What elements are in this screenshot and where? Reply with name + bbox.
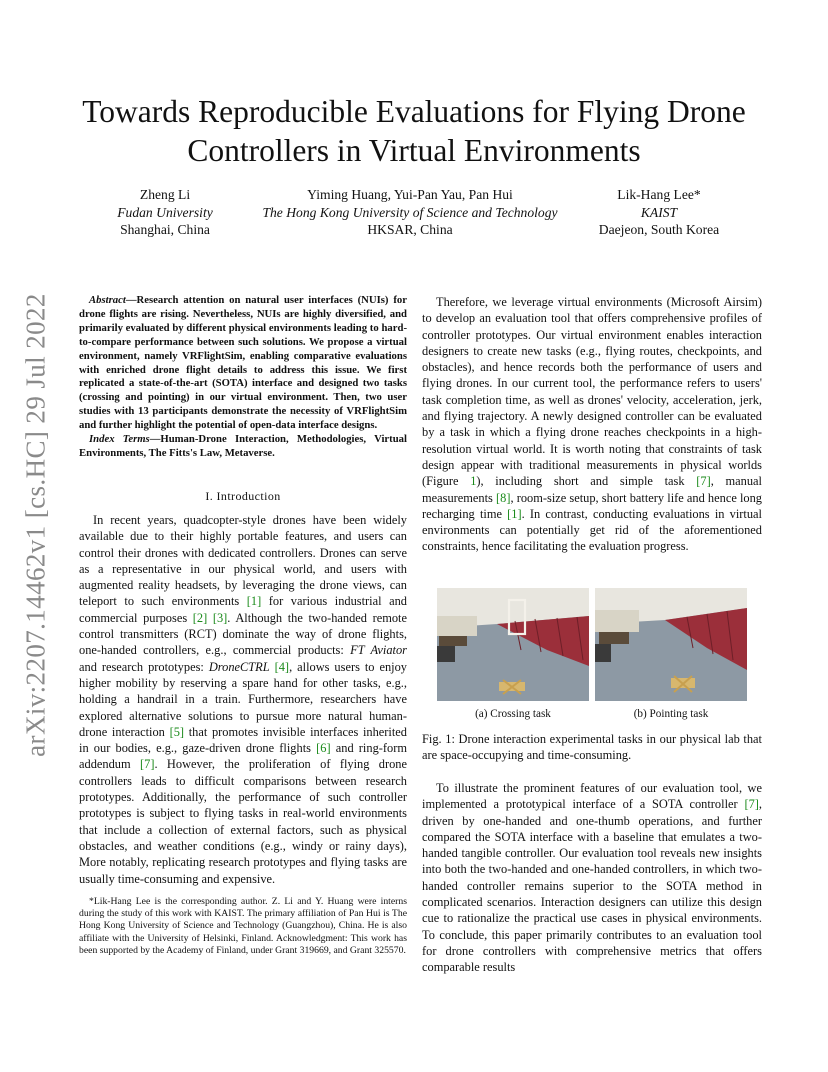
author-block-3 [572, 186, 746, 239]
text-run: Therefore, we leverage virtual environments (Microsoft Airsim) to develop an evaluation tool that offers comprehensive profiles of controller prototypes. Our virtual environment enables interaction designers to create new tasks (e.g., flying routes, checkpoints, and obstacles), and hence records both the performance of users and flying drones. In our current tool, the performance refers to users' task completion time, as well as drones' velocity, acceleration, jerk, and flying trajectory. A newly designed controller can be evaluated by a task in which a flying drone reaches checkpoints in a high-resolution virtual world. It is worth noting that constraints of task design appear with traditional measurements in physical worlds (Figure [422, 295, 762, 489]
text-run: , room-size setup, short battery life and hence long recharging time [422, 490, 762, 521]
pointing-task-photo [595, 588, 747, 701]
intro-paragraph-3 [422, 780, 762, 976]
abstract-text: —Research attention on natural user interfaces (NUIs) for drone flights are rising. Nevertheless, NUIs are highly diversified, and primarily evaluated by different physical environments leading to hard-to-compare performance between such solutions. We propose a virtual environment, namely VRFlightSim, enabling comparative evaluations with enriched drone flight details to address this issue. We first replicated a state-of-the-art (SOTA) interface and designed two tasks (crossing and pointing) in our virtual environment. Then, two user studies with 13 participants demonstrate the necessity of VRFlightSim and further highlight the potential of open-data interface designs. [79, 294, 407, 432]
citation-link[interactable]: [7] [744, 797, 759, 812]
citation-link[interactable]: 1 [470, 474, 477, 489]
citation-link[interactable]: [2] [192, 610, 208, 625]
rich-paragraph [79, 512, 407, 887]
figure-1b-image [595, 588, 747, 701]
index-terms-text: —Human-Drone Interaction, Methodologies, Virtual Environments, The Fitts's Law, Metaverse. [79, 433, 407, 459]
citation-link[interactable]: [6] [316, 741, 331, 756]
text-run: , manual measurements [422, 474, 762, 505]
text-run: , driven by one-handed and one-thumb operations, and further compared the SOTA interface with a baseline that emulates a two-handed tangible controller. Our evaluation tool reveals new insights into both the two-handed and one-handed controllers, in which two-handed controller remains superior to the SOTA method in complicated scenarios. Interaction designers can utilize this design cue to rationalize the practical use cases in physical environments. To conclude, this paper primarily contributes to an evaluation tool for drone controllers with comprehensive metrics that offers comparable results [422, 797, 762, 975]
subcaption-b: (b) Pointing task [633, 708, 709, 720]
author-name: Yiming Huang, Yui-Pan Yau, Pan Hui [307, 187, 513, 202]
citation-link[interactable]: [7] [140, 757, 155, 772]
citation-link[interactable]: [3] [212, 610, 228, 625]
abstract [79, 294, 407, 461]
author-block-2 [240, 186, 580, 239]
arxiv-stamp-text: arXiv:2207.14462v1 [cs.HC] 29 Jul 2022 [20, 293, 51, 757]
figure-caption: Fig. 1: Drone interaction experimental tasks in our physical lab that are space-occupying and time-consuming. [422, 732, 762, 763]
text-run: and ring-form addendum [79, 741, 407, 772]
crossing-task-photo [437, 588, 589, 701]
abstract-label: Abstract [89, 294, 126, 306]
author-location: HKSAR, China [367, 222, 453, 237]
citation-link[interactable]: [1] [507, 506, 522, 521]
text-run: that promotes invisible interfaces inherited in our bodies, e.g., gaze-driven drone flights [79, 724, 407, 756]
text-run: . Although the two-handed remote control transmitters (RCT) dominate the way of drone flights, one-handed controllers, e.g., commercial products: [79, 610, 407, 658]
section-heading: I. Introduction [205, 489, 281, 503]
footnote-text: *Lik-Hang Lee is the corresponding author. Z. Li and Y. Huang were interns during the study of this work with KAIST. The primary affiliation of Pan Hui is The Hong Kong University of Science and Technology (Guangzhou), China. He is also affiliate with the University of Helsinki, Finland. Acknowledgment: This work has been supported by the Academy of Finland, under Grant 319669, and Grant 325570. [79, 896, 407, 956]
arxiv-stamp [10, 294, 62, 756]
intro-paragraph-2 [422, 294, 762, 555]
author-location: Daejeon, South Korea [598, 222, 720, 237]
index-terms-label: Index Terms [89, 433, 150, 446]
citation-link[interactable]: [8] [496, 490, 511, 505]
author-location: Shanghai, China [120, 222, 210, 237]
text-run: To illustrate the prominent features of our evaluation tool, we implemented a prototypical interface of a SOTA controller [422, 781, 762, 812]
author-name: Lik-Hang Lee* [617, 187, 701, 202]
author-affiliation: KAIST [640, 204, 678, 220]
text-run: for various industrial and commercial purposes [79, 594, 407, 625]
citation-link[interactable]: [7] [696, 474, 711, 489]
italic-term: FT Aviator [350, 643, 408, 658]
text-run: ), including short and simple task [476, 474, 697, 489]
figure-1a-image [437, 588, 589, 701]
text-run: In recent years, quadcopter-style drones have been widely available due to their highly portable features, and users can control their drones with dedicated controllers. Drones can serve as a representative in our physical world, and users with augmented reality headsets, by leveraging the drone views, can teleport to such environments [79, 513, 407, 609]
intro-paragraph-1 [79, 512, 407, 887]
paper-title: Towards Reproducible Evaluations for Flying Drone Controllers in Virtual Environments [82, 94, 746, 168]
citation-link[interactable]: [1] [246, 594, 262, 609]
author-affiliation: Fudan University [117, 204, 213, 220]
rich-paragraph [422, 780, 762, 976]
text-run: and research prototypes: [79, 659, 209, 674]
citation-link[interactable]: [4] [274, 659, 290, 674]
italic-term: DroneCTRL [208, 659, 270, 674]
citation-link[interactable]: [5] [169, 724, 185, 739]
rich-paragraph [422, 294, 762, 555]
text-run: . However, the proliferation of flying drone controllers leads to difficult comparisons between research prototypes. Additionally, the performance of such controller prototypes is subject to flying tasks in real-world environments that include a collection of external factors, such as physical obstacles, and weather conditions (e.g., windy or rainy days), More notably, replicating research prototypes and flying tasks are usually time-consuming and expensive. [79, 757, 407, 886]
footnote [79, 896, 407, 957]
text-run: . In contrast, conducting evaluations in virtual environments can potentially get rid of the aforementioned constraints, hence facilitating the evaluation progress. [422, 506, 763, 554]
author-name: Zheng Li [139, 187, 191, 202]
author-affiliation: The Hong Kong University of Science and Technology [262, 204, 558, 220]
author-block-1 [80, 186, 250, 239]
text-run: , allows users to enjoy higher mobility by reserving a spare hand for other tasks, e.g., holding a handrail in a train. Furthermore, researchers have explored alternative solutions to pursue more natural human-drone interaction [79, 659, 407, 739]
subcaption-a: (a) Crossing task [475, 708, 551, 720]
